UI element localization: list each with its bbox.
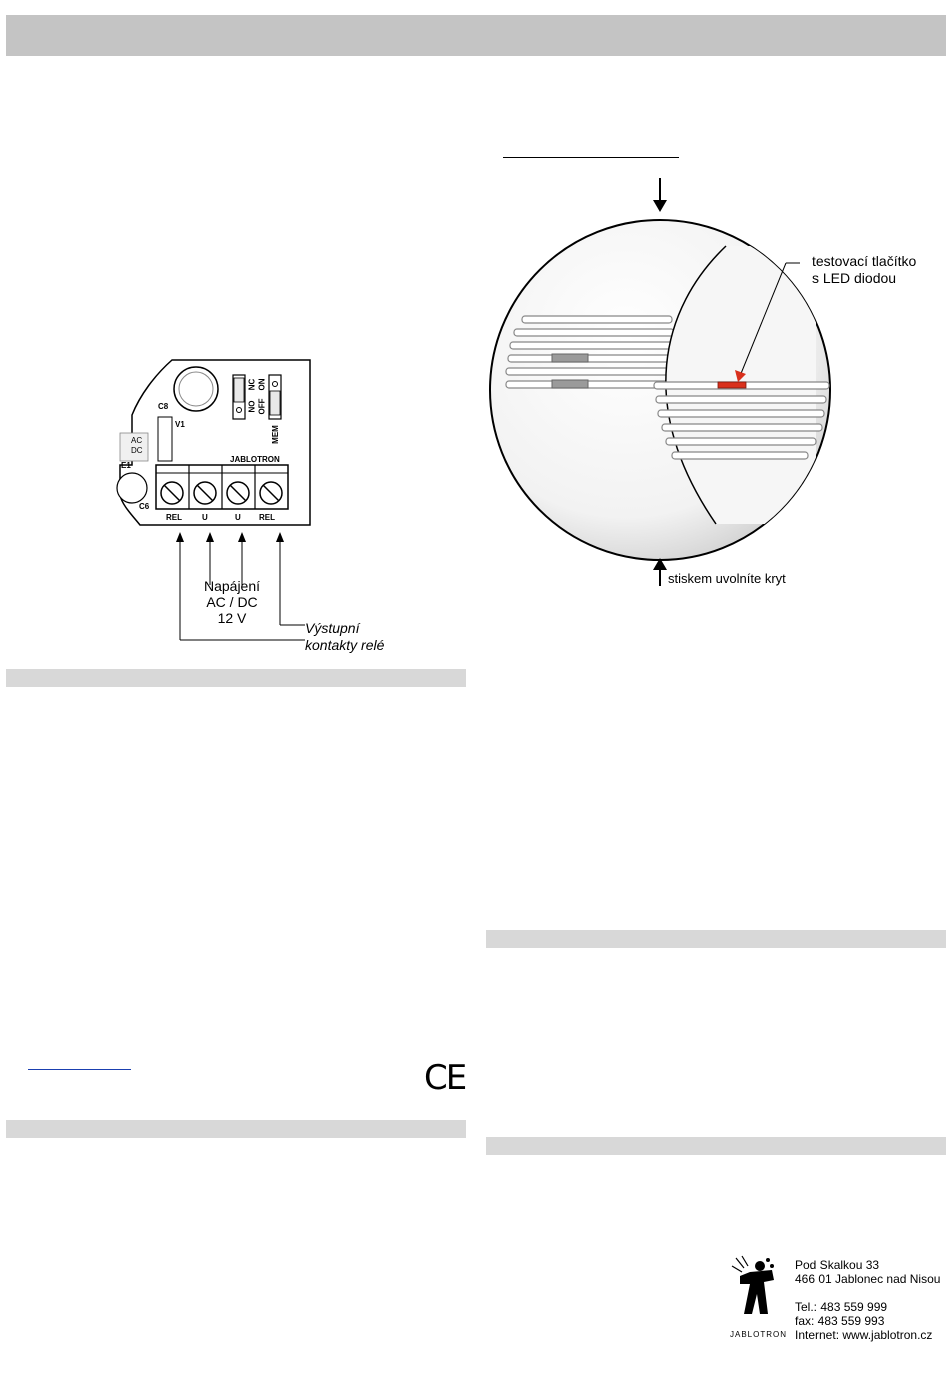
pcb-label-v1: V1 [175, 420, 185, 429]
relay-caption-line-2: kontakty relé [305, 637, 385, 653]
power-caption-line-2: AC / DC [206, 594, 258, 610]
power-caption-line-1: Napájení [203, 578, 261, 594]
power-caption-line-3: 12 V [217, 610, 247, 626]
relay-caption-line-1: Výstupní [305, 620, 360, 636]
pcb-brand: JABLOTRON [230, 455, 280, 464]
terminal-label-u-1: U [202, 513, 208, 522]
header-bar [6, 15, 946, 56]
contact-fax: fax: 483 559 993 [795, 1314, 885, 1328]
terminal-label-rel-2: REL [259, 513, 275, 522]
jumper-label-off: OFF [257, 398, 267, 415]
smoke-detector-diagram [486, 178, 846, 598]
pcb-label-dc: DC [131, 446, 143, 455]
jumper-label-on: ON [257, 378, 267, 391]
jumper-label-no: NO [247, 400, 257, 413]
address-line-1: Pod Skalkou 33 [795, 1258, 880, 1272]
jumper-label-nc: NC [247, 378, 257, 391]
section-bar-right-2 [486, 1137, 946, 1155]
logo-wordmark: JABLOTRON [730, 1330, 788, 1339]
pcb-label-e1: E1 [121, 461, 131, 470]
contact-tel: Tel.: 483 559 999 [795, 1300, 888, 1314]
test-button-callout-line-2: s LED diodou [812, 270, 897, 286]
section-bar-right-1 [486, 930, 946, 948]
pcb-label-mem: MEM [270, 425, 280, 444]
relay-caption [305, 620, 384, 654]
pcb-label-c6: C6 [139, 502, 150, 511]
release-cover-callout: stiskem uvolníte kryt [668, 571, 786, 586]
test-button-callout-line-1: testovací tlačítko [812, 253, 917, 269]
terminal-label-rel-1: REL [166, 513, 182, 522]
heading-underline [503, 157, 679, 158]
web-link-underline[interactable] [28, 1069, 131, 1070]
power-caption [187, 578, 277, 626]
pcb-label-ac: AC [131, 436, 143, 445]
jablotron-logo-figure [728, 1254, 786, 1334]
section-bar-left-1 [6, 669, 466, 687]
section-bar-left-2 [6, 1120, 466, 1138]
test-button-callout [812, 253, 916, 287]
contact-internet[interactable]: Internet: www.jablotron.cz [795, 1328, 933, 1342]
terminal-label-u-2: U [235, 513, 241, 522]
address-line-2: 466 01 Jablonec nad Nisou [795, 1272, 941, 1286]
pcb-label-c8: C8 [158, 402, 169, 411]
ce-mark: CE [424, 1058, 466, 1098]
